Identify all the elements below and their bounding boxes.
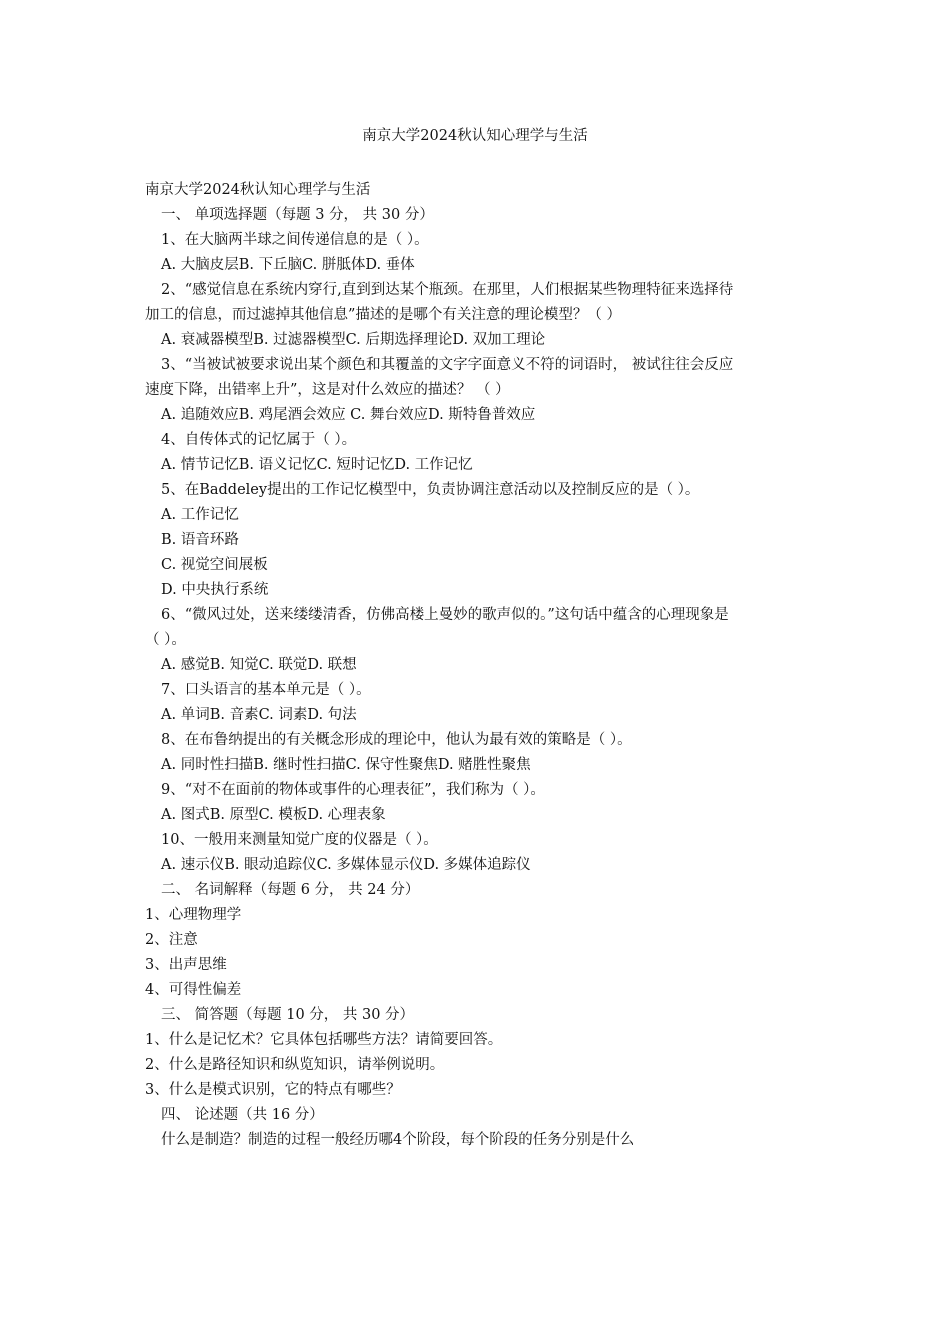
- document-subtitle: 南京大学2024秋认知心理学与生活: [145, 182, 371, 198]
- text-line: B. 语音环路: [161, 532, 239, 548]
- text-line: A. 速示仪B. 眼动追踪仪C. 多媒体显示仪D. 多媒体追踪仪: [161, 857, 531, 873]
- text-line: A. 单词B. 音素C. 词素D. 句法: [161, 707, 357, 723]
- text-line: 4、可得性偏差: [145, 982, 242, 998]
- document-lines: [145, 203, 815, 1153]
- text-line: A. 情节记忆B. 语义记忆C. 短时记忆D. 工作记忆: [161, 457, 473, 473]
- text-line: 1、心理物理学: [145, 907, 242, 923]
- document-body: [145, 178, 815, 1153]
- text-line: 速度下降，出错率上升”，这是对什么效应的描述？ （ ）: [145, 382, 510, 398]
- text-line: 一、 单项选择题（每题 3 分， 共 30 分）: [161, 207, 434, 223]
- text-line: 2、注意: [145, 932, 198, 948]
- text-line: A. 大脑皮层B. 下丘脑C. 胼胝体D. 垂体: [161, 257, 415, 273]
- text-line: 3、什么是模式识别，它的特点有哪些？: [145, 1082, 401, 1098]
- text-line: A. 感觉B. 知觉C. 联觉D. 联想: [161, 657, 357, 673]
- text-line: 四、 论述题（共 16 分）: [161, 1107, 324, 1123]
- text-line: A. 衰减器模型B. 过滤器模型C. 后期选择理论D. 双加工理论: [161, 332, 546, 348]
- text-line: 1、什么是记忆术？它具体包括哪些方法？请简要回答。: [145, 1032, 503, 1048]
- text-line: 3、“当被试被要求说出某个颜色和其覆盖的文字字面意义不符的词语时， 被试往往会反应: [161, 357, 734, 373]
- text-line: A. 追随效应B. 鸡尾酒会效应 C. 舞台效应D. 斯特鲁普效应: [161, 407, 536, 423]
- text-line: 8、在布鲁纳提出的有关概念形成的理论中，他认为最有效的策略是（ ）。: [161, 732, 632, 748]
- text-line: A. 同时性扫描B. 继时性扫描C. 保守性聚焦D. 赌胜性聚焦: [161, 757, 531, 773]
- text-line: 加工的信息，而过滤掉其他信息”描述的是哪个有关注意的理论模型？（ ）: [145, 307, 622, 323]
- text-line: 三、 简答题（每题 10 分， 共 30 分）: [161, 1007, 415, 1023]
- text-line: 2、“感觉信息在系统内穿行,直到到达某个瓶颈。在那里，人们根据某些物理特征来选择待: [161, 282, 734, 298]
- text-line: C. 视觉空间展板: [161, 557, 268, 573]
- text-line: 6、“微风过处，送来缕缕清香，仿佛高楼上曼妙的歌声似的。”这句话中蕴含的心理现象是: [161, 607, 729, 623]
- text-line: 5、在Baddeley提出的工作记忆模型中，负责协调注意活动以及控制反应的是（ ）。: [161, 482, 700, 498]
- text-line: 7、口头语言的基本单元是（ ）。: [161, 682, 371, 698]
- text-line: 9、“对不在面前的物体或事件的心理表征”，我们称为（ ）。: [161, 782, 545, 798]
- text-line: 10、一般用来测量知觉广度的仪器是（ ）。: [161, 832, 438, 848]
- text-line: 什么是制造？制造的过程一般经历哪4个阶段，每个阶段的任务分别是什么: [161, 1132, 635, 1148]
- text-line: 3、出声思维: [145, 957, 227, 973]
- text-line: 4、自传体式的记忆属于（ ）。: [161, 432, 357, 448]
- text-line: （ ）。: [145, 632, 186, 648]
- text-line: 二、 名词解释（每题 6 分， 共 24 分）: [161, 882, 420, 898]
- text-line: A. 工作记忆: [161, 507, 239, 523]
- text-line: A. 图式B. 原型C. 模板D. 心理表象: [161, 807, 386, 823]
- text-line: 2、什么是路径知识和纵览知识，请举例说明。: [145, 1057, 445, 1073]
- text-line: D. 中央执行系统: [161, 582, 269, 598]
- text-line: 1、在大脑两半球之间传递信息的是（ ）。: [161, 232, 429, 248]
- document-title: 南京大学2024秋认知心理学与生活: [362, 128, 588, 144]
